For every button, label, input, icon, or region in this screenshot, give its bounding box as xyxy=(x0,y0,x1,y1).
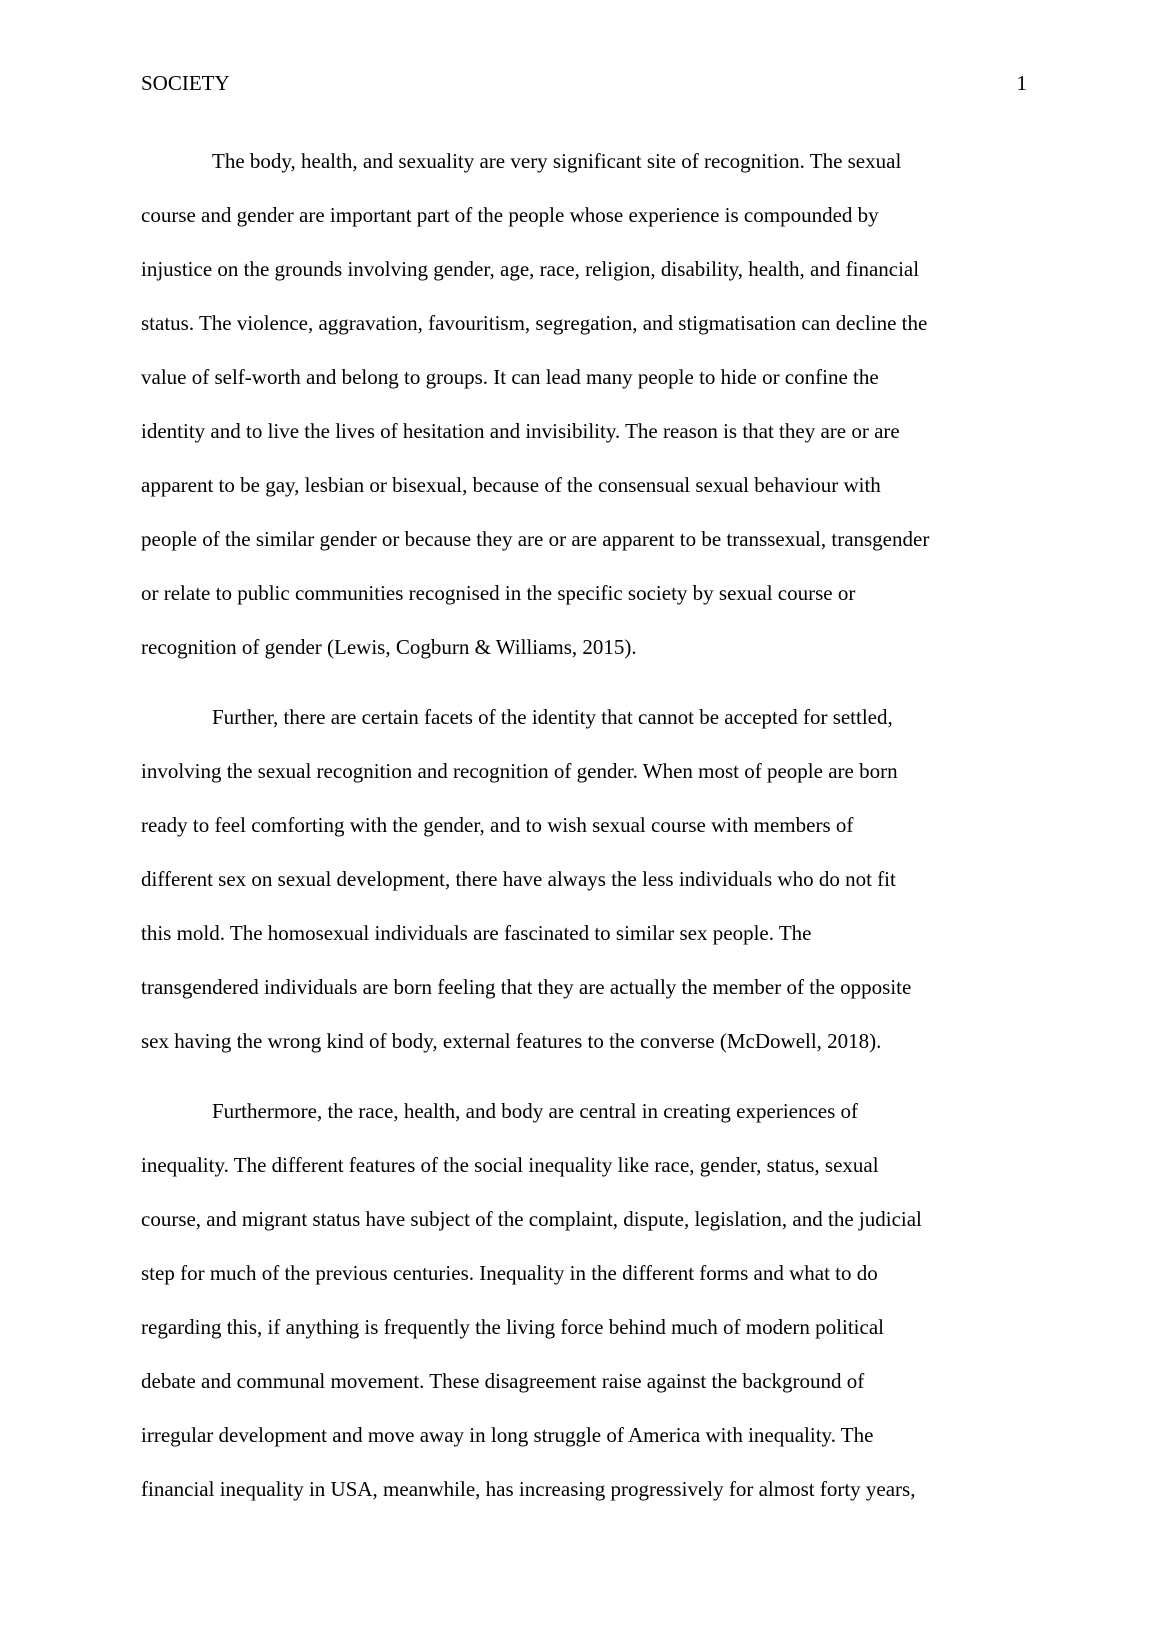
text-line: regarding this, if anything is frequently the living force behind much of modern political xyxy=(141,1315,884,1339)
paragraph-2 xyxy=(141,690,1027,1068)
text-line: transgendered individuals are born feeling that they are actually the member of the opposite xyxy=(141,975,912,999)
text-line: course and gender are important part of the people whose experience is compounded by xyxy=(141,203,879,227)
text-line: course, and migrant status have subject of the complaint, dispute, legislation, and the judicial xyxy=(141,1207,922,1231)
text-line: ready to feel comforting with the gender, and to wish sexual course with members of xyxy=(141,813,854,837)
text-line: The body, health, and sexuality are very significant site of recognition. The sexual xyxy=(212,149,902,173)
text-line: injustice on the grounds involving gender, age, race, religion, disability, health, and financial xyxy=(141,257,920,281)
text-line: different sex on sexual development, there have always the less individuals who do not fit xyxy=(141,867,896,891)
text-line: identity and to live the lives of hesitation and invisibility. The reason is that they are or are xyxy=(141,419,900,443)
text-line: apparent to be gay, lesbian or bisexual, because of the consensual sexual behaviour with xyxy=(141,473,881,497)
text-line: step for much of the previous centuries. Inequality in the different forms and what to do xyxy=(141,1261,878,1285)
text-line: financial inequality in USA, meanwhile, has increasing progressively for almost forty years, xyxy=(141,1477,916,1501)
text-line: status. The violence, aggravation, favouritism, segregation, and stigmatisation can decline the xyxy=(141,311,928,335)
text-line: involving the sexual recognition and recognition of gender. When most of people are born xyxy=(141,759,898,783)
text-line: sex having the wrong kind of body, external features to the converse (McDowell, 2018). xyxy=(141,1029,882,1053)
text-line: debate and communal movement. These disagreement raise against the background of xyxy=(141,1369,865,1393)
text-line: people of the similar gender or because they are or are apparent to be transsexual, transgender xyxy=(141,527,930,551)
text-line: recognition of gender (Lewis, Cogburn & Williams, 2015). xyxy=(141,635,637,659)
text-line: inequality. The different features of the social inequality like race, gender, status, sexual xyxy=(141,1153,879,1177)
running-head: SOCIETY xyxy=(141,71,230,95)
text-line: this mold. The homosexual individuals are fascinated to similar sex people. The xyxy=(141,921,812,945)
paragraph-1 xyxy=(141,134,1027,674)
text-line: Furthermore, the race, health, and body are central in creating experiences of xyxy=(212,1099,859,1123)
body-text xyxy=(141,134,1027,1532)
page-number: 1 xyxy=(1016,71,1027,95)
text-line: irregular development and move away in long struggle of America with inequality. The xyxy=(141,1423,874,1447)
text-line: Further, there are certain facets of the identity that cannot be accepted for settled, xyxy=(212,705,893,729)
text-line: value of self-worth and belong to groups. It can lead many people to hide or confine the xyxy=(141,365,879,389)
paragraph-3 xyxy=(141,1084,1027,1516)
page-header xyxy=(141,68,1027,98)
text-line: or relate to public communities recognised in the specific society by sexual course or xyxy=(141,581,856,605)
